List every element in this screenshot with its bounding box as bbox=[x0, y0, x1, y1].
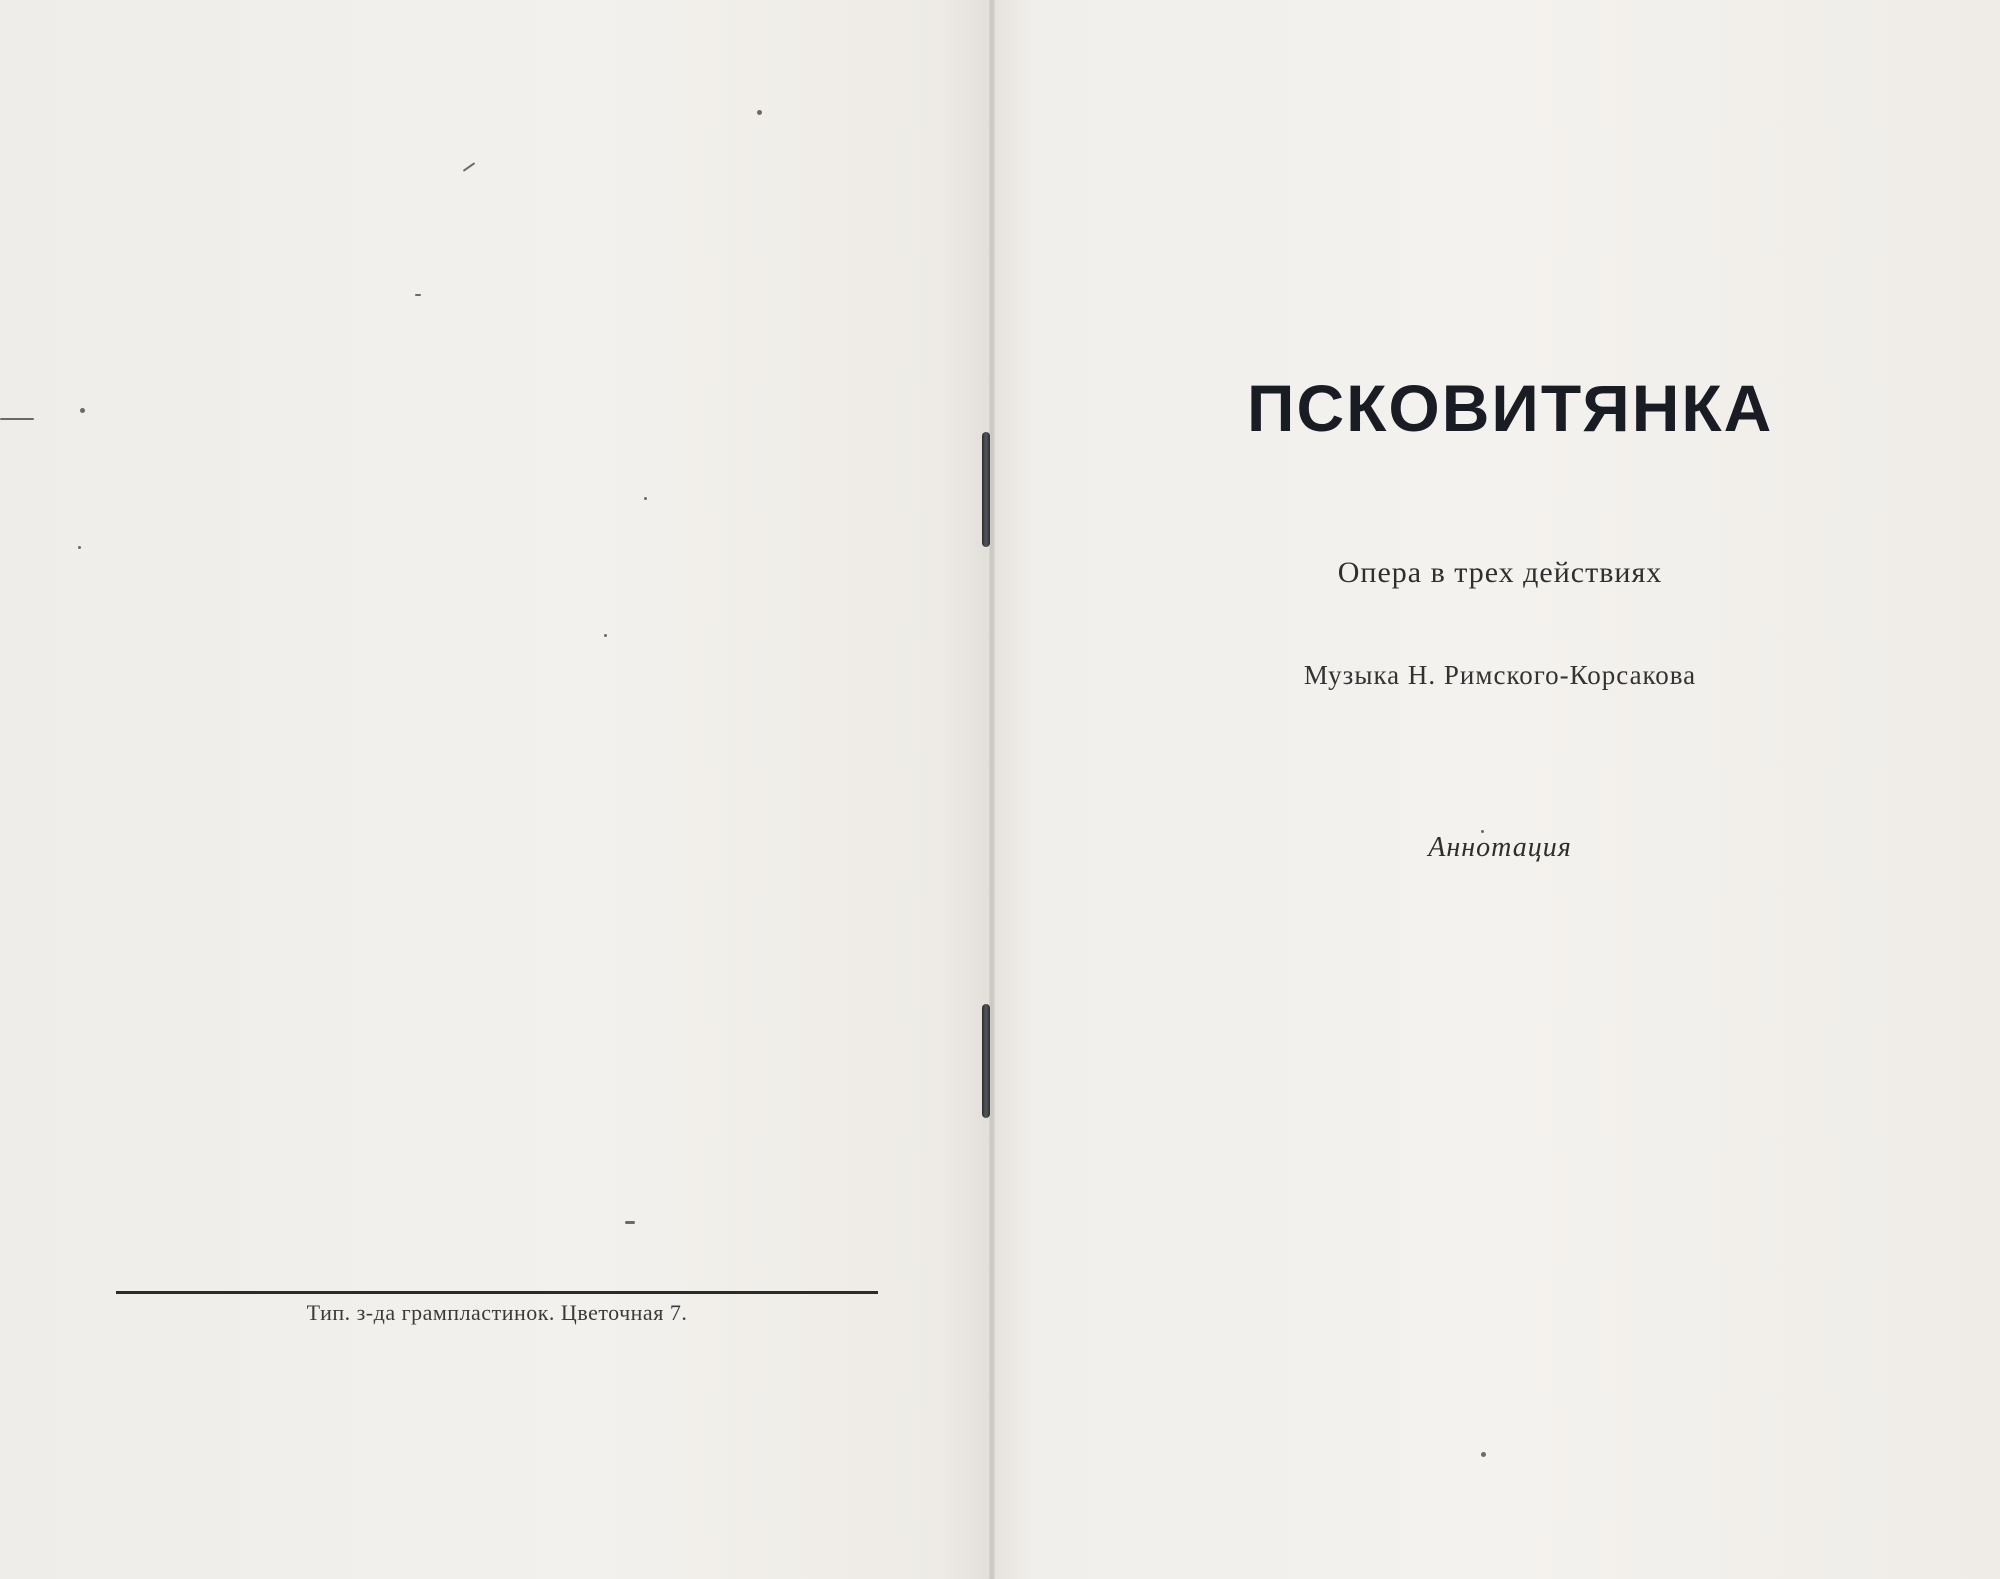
paper-speck bbox=[625, 1221, 635, 1224]
right-page bbox=[994, 0, 2000, 1579]
opera-subtitle: Опера в трех действиях bbox=[1337, 556, 1663, 589]
paper-speck bbox=[78, 546, 81, 549]
book-gutter bbox=[989, 0, 995, 1579]
paper-speck bbox=[0, 418, 34, 420]
paper-speck bbox=[644, 497, 647, 500]
paper-speck bbox=[604, 634, 607, 637]
printer-imprint: Тип. з-да грампластинок. Цветочная 7. bbox=[306, 1300, 688, 1325]
opera-title: ПСКОВИТЯНКА bbox=[1247, 371, 1774, 445]
composer-credit: Музыка Н. Римского-Корсакова bbox=[1303, 660, 1697, 690]
paper-speck bbox=[1481, 1452, 1486, 1457]
paper-speck bbox=[757, 110, 762, 115]
top-staple bbox=[982, 432, 990, 547]
left-page bbox=[0, 0, 990, 1579]
paper-speck bbox=[415, 294, 421, 296]
imprint-divider bbox=[116, 1291, 878, 1294]
paper-speck bbox=[80, 408, 85, 413]
annotation-heading: Аннотация bbox=[1428, 832, 1572, 863]
paper-speck bbox=[463, 162, 476, 172]
bottom-staple bbox=[982, 1004, 990, 1118]
